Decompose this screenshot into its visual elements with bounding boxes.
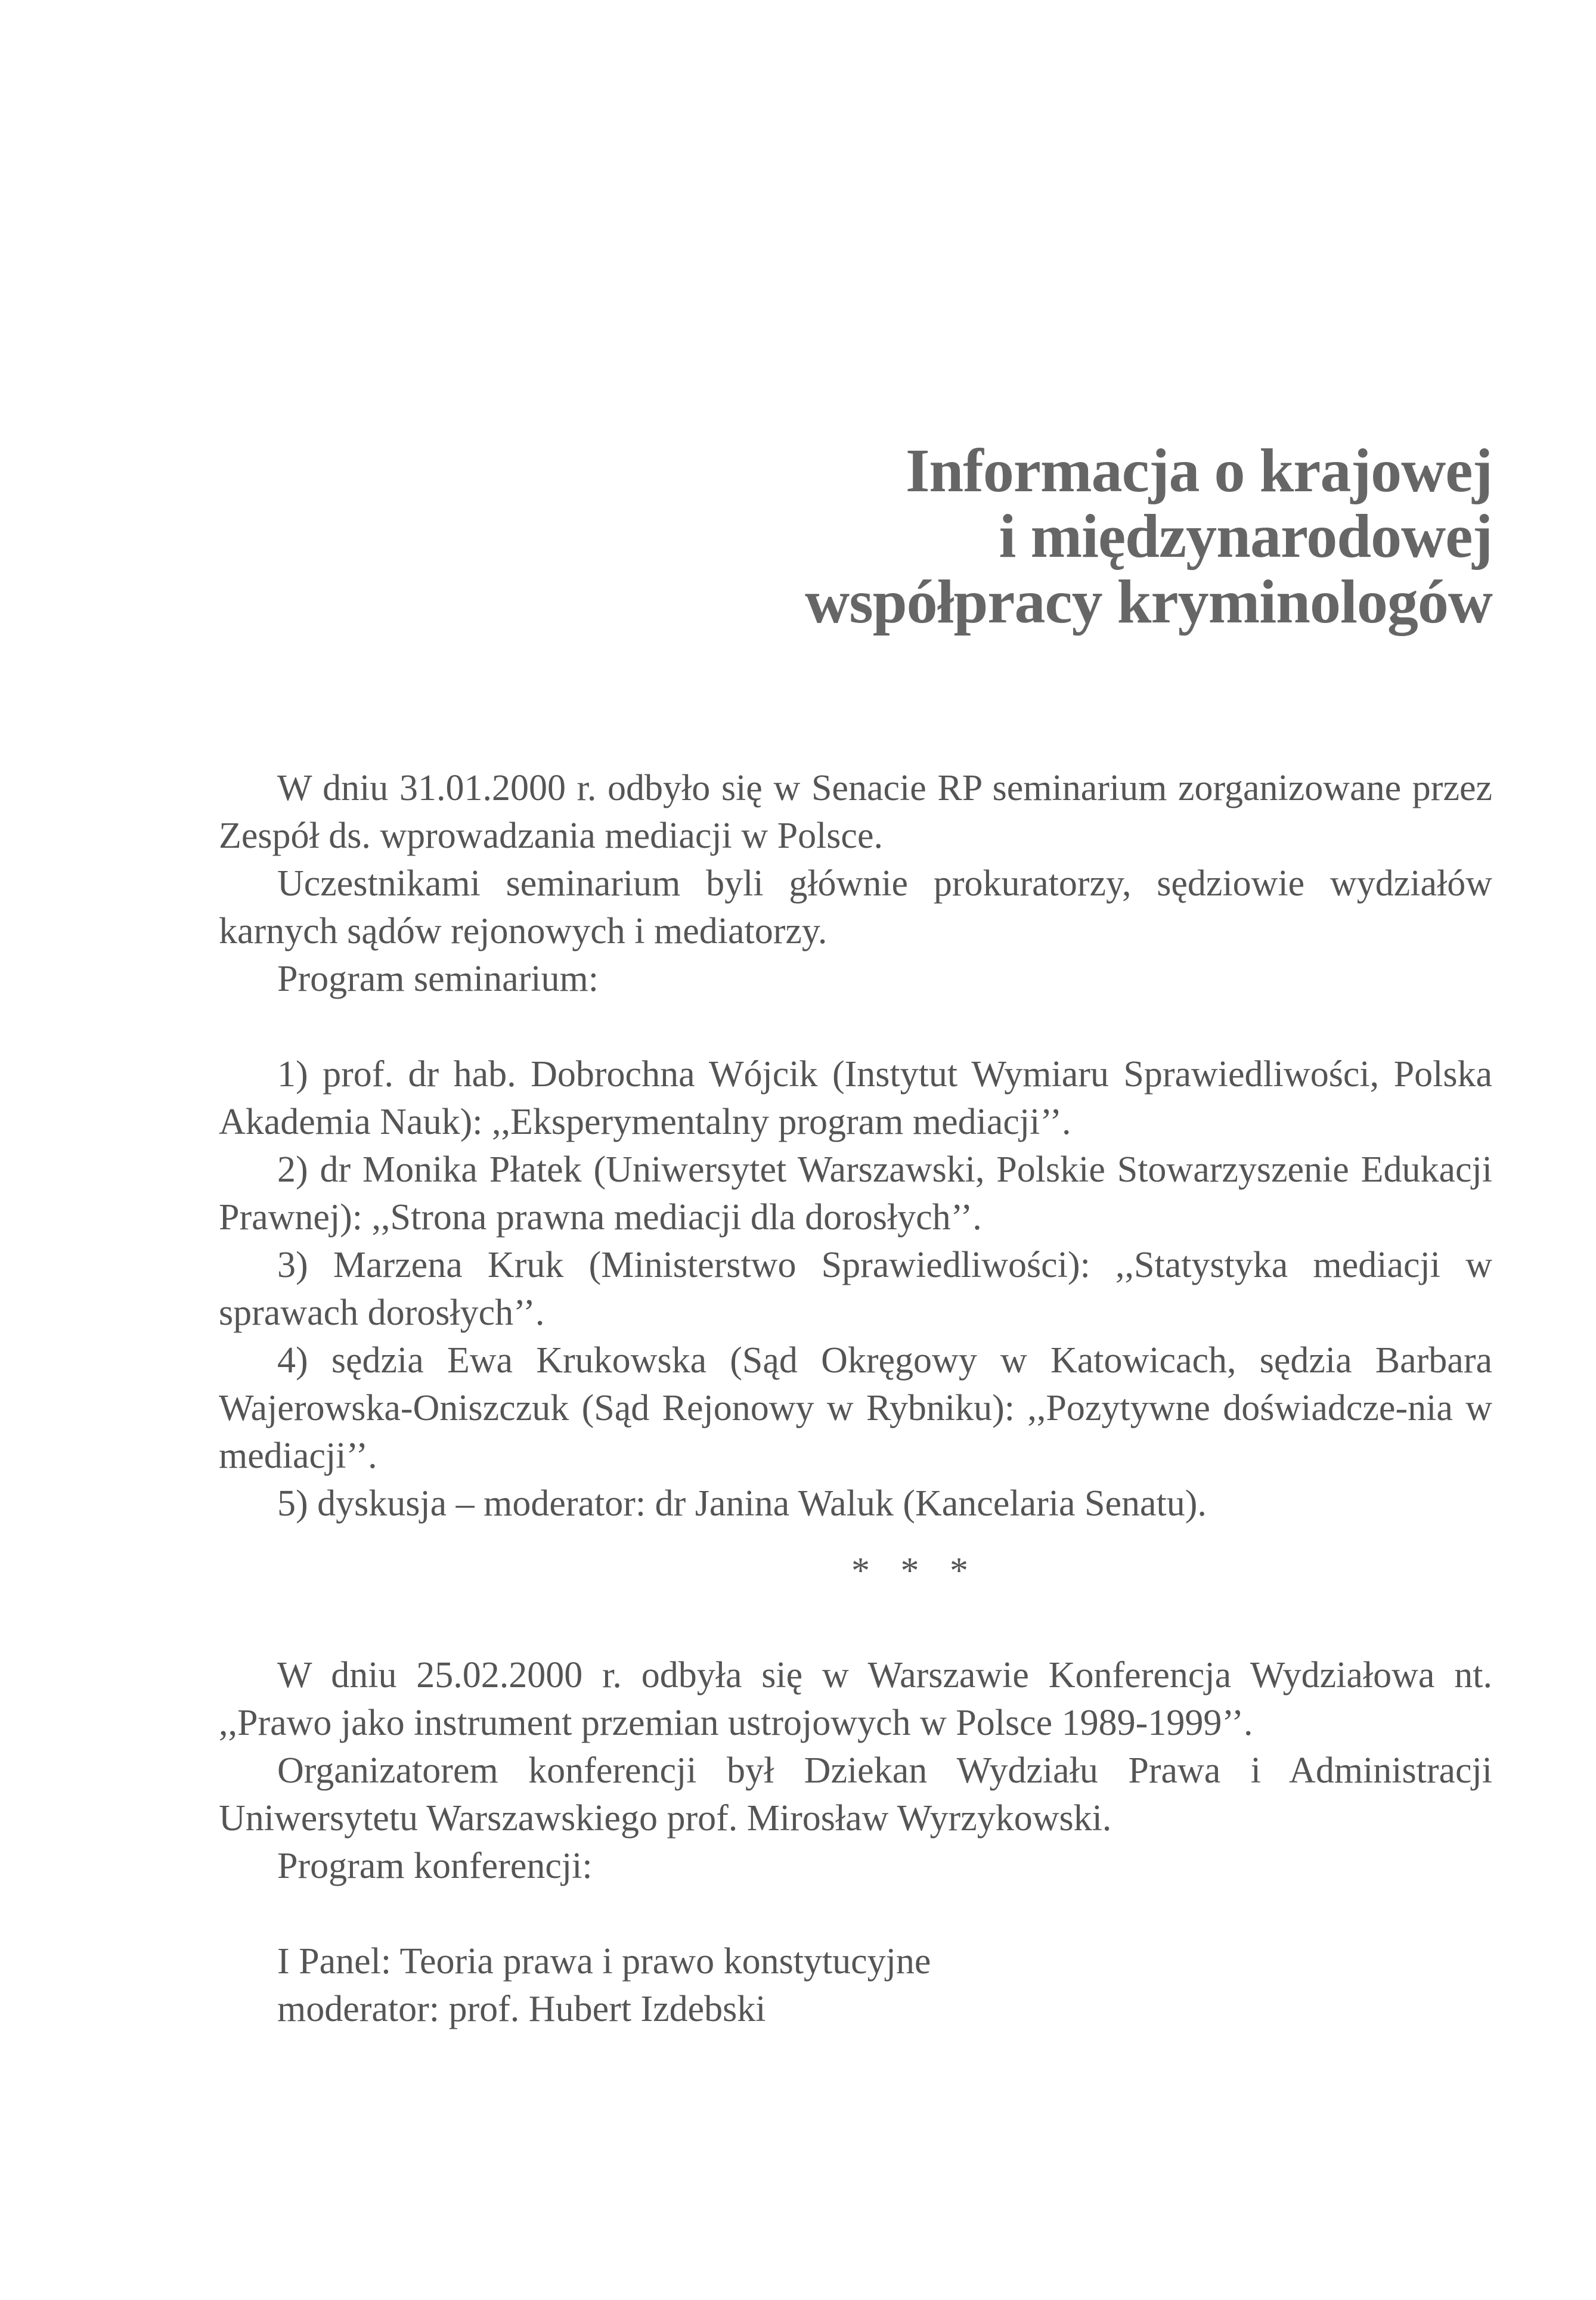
conference-program-label: Program konferencji: (277, 1846, 593, 1886)
title-line-1: Informacja o krajowej (905, 436, 1492, 505)
program-item-3: 3) Marzena Kruk (Ministerstwo Sprawiedliwości): ,,Statystyka mediacji w sprawach dorosłych’’. (219, 1245, 1492, 1333)
program-item-4: 4) sędzia Ewa Krukowska (Sąd Okręgowy w Katowicach, sędzia Barbara Wajerowska-Oniszczuk (Sąd Rejonowy w Rybniku): ,,Pozytywne doświadcze-nia w mediacji’’. (219, 1340, 1492, 1476)
panel-moderator: moderator: prof. Hubert Izdebski (277, 1989, 766, 2029)
conference-organizer-paragraph: Organizatorem konferencji był Dziekan Wydziału Prawa i Administracji Uniwersytetu Warszawskiego prof. Mirosław Wyrzykowski. (219, 1750, 1492, 1839)
program-item-1: 1) prof. dr hab. Dobrochna Wójcik (Instytut Wymiaru Sprawiedliwości, Polska Akademia Nauk): ,,Eksperymentalny program mediacji’’. (219, 1054, 1492, 1142)
seminar-participants-paragraph: Uczestnikami seminarium byli głównie prokuratorzy, sędziowie wydziałów karnych sądów rejonowych i mediatorzy. (219, 863, 1492, 951)
title-line-2: i międzynarodowej (999, 502, 1492, 571)
section-seminar (219, 764, 1492, 1527)
seminar-program-label: Program seminarium: (277, 959, 599, 999)
section-separator-stars: * * * (851, 1551, 979, 1591)
title-line-3: współpracy kryminologów (805, 568, 1492, 636)
panel-title: I Panel: Teoria prawa i prawo konstytucyjne (277, 1941, 931, 1982)
section-separator (219, 1547, 1492, 1595)
section-conference (219, 1651, 1492, 2033)
seminar-intro-paragraph: W dniu 31.01.2000 r. odbyło się w Senacie RP seminarium zorganizowane przez Zespół ds. wprowadzania mediacji w Polsce. (219, 768, 1492, 856)
page-title (596, 438, 1492, 635)
conference-intro-paragraph: W dniu 25.02.2000 r. odbyła się w Warszawie Konferencja Wydziałowa nt. ,,Prawo jako instrument przemian ustrojowych w Polsce 1989-1999’’. (219, 1655, 1492, 1743)
program-item-5: 5) dyskusja – moderator: dr Janina Waluk (Kancelaria Senatu). (277, 1483, 1207, 1524)
program-item-2: 2) dr Monika Płatek (Uniwersytet Warszawski, Polskie Stowarzyszenie Edukacji Prawnej): ,,Strona prawna mediacji dla dorosłych’’. (219, 1149, 1492, 1238)
